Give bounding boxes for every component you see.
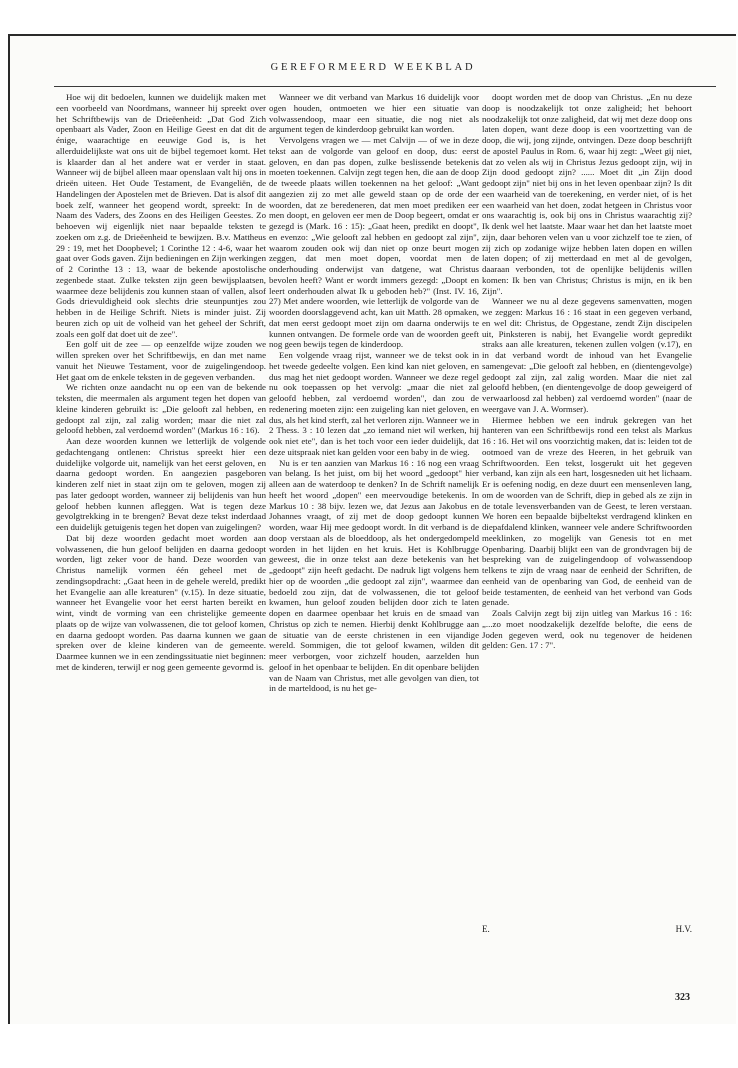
signature-left: E. <box>482 924 490 934</box>
paragraph: Hiermee hebben we een indruk gekregen van het hanteren van een Schriftbewijs rond een tekst als Markus 16 : 16. Het wil ons voorzichtig maken, dat is: leiden tot de ootmoed van de vreze des Heeren, in het gebruik van Schriftwoorden. Een tekst, losgerukt uit het gegeven verband, kan zijn als een hart, losgesneden uit het lichaam. Er is oefening nodig, en deze duurt een mensenleven lang, om de woorden van de Schrift, diep in gebed als ze zijn in de totale levensverbanden van de Geest, te leren verstaan. We horen een bepaalde bijbeltekst verdragend klinken en diepafdalend klinken, wanneer vele andere Schriftwoorden meeklinken, zo mogelijk van Genesis tot en met Openbaring. Daarbij blijkt een van de grondvragen bij de bespreking van de zuigelingendoop of volwassendoop telkens te zijn de vraag naar de eenheid der Schriften, de eenheid van de openbaring van God, de eenheid van de beide testamenten, de eenheid van het verbond van Gods genade. <box>482 414 692 608</box>
paragraph: We richten onze aandacht nu op een van de bekende teksten, die meermalen als argument tegen het dopen van kleine kinderen gebruikt is: „Die gelooft zal hebben, en gedoopt zal zijn, zal zalig worden; maar die niet zal geloofd hebben, zal verdoemd worden" (Markus 16 : 16). <box>56 382 266 436</box>
paragraph: Hoe wij dit bedoelen, kunnen we duidelijk maken met een voorbeeld van Noordmans, wanneer hij spreekt over het Schriftbewijs van de Drieëenheid: „Dat God Zich openbaart als Vader, Zoon en Heilige Geest en dat dit de énige, waarachtige en eeuwige God is, is het allerduidelijkste wat ons uit de bijbel tegemoet komt. Het is klaarder dan al het andere wat er verder in staat. Wanneer wij de bijbel alleen maar openslaan valt hij ons in drieën uiteen. Het Oude Testament, de Evangeliën, de Handelingen der Apostelen met de Brieven. Dat is alsof dit boek zelf, wanneer het geopend wordt, spreekt: In de Naam des Vaders, des Zoons en des Heiligen Geestes. Zo behoeven wij eigenlijk niet naar bepaalde teksten te zoeken om z.g. de Drieëenheid te bewijzen. B.v. Mattheus 29 : 19, met het Doopbevel; 1 Corinthe 12 : 4-6, waar het gaat over Gods gaven. Zijn bedieningen en Zijn werkingen of 2 Corinthe 13 : 13, waar de bekende apostolische zegenbede staat. Zulke teksten zijn geen bewijsplaatsen, waarmee deze belijdenis zou kunnen staan of vallen, alsof Gods drievuldigheid ook slechts drie steunpuntjes zou hebben in de Heilige Schrift. Niets is minder juist. Zij beuren zich op uit de volheid van het geheel der Schrift, zoals een golf dat doet uit de zee". <box>56 92 266 339</box>
running-head: GEREFORMEERD WEEKBLAD <box>270 62 476 73</box>
header-rule <box>54 86 716 87</box>
text-column-3 <box>482 92 692 952</box>
paragraph: Vervolgens vragen we — met Calvijn — of we in deze tekst aan de volgorde van geloof en doop, dus: eerst geloven, en dan pas dopen, zulke beslissende betekenis moeten toekennen. Calvijn zegt tegen hen, die aan de doop de tweede plaats willen toekennen na het geloof: „Want aangezien zij zo met alle geweld staan op de orde der woorden, dat ze beredeneren, dat men moet prediken eer men doopt, en geloven eer men de Doop begeert, omdat er gezegd is (Mark. 16 : 15): „Gaat heen, predikt en doopt", en evenzo: „Wie gelooft zal hebben en gedoopt zal zijn", waarom zouden ook wij dan niet op onze beurt mogen zeggen, dat men moet dopen, voordat men de onderhouding onderwijst van datgene, wat Christus bevolen heeft? Want er wordt immers gezegd: „Doopt en leert onderhouden alwat Ik u geboden heb?" (Inst. IV. 16, 27) Met andere woorden, wie letterlijk de volgorde van de woorden doorslaggevend acht, kan uit Matth. 28 opmaken, dat men eerst gedoopt moet zijn om daarna onderwijs te kunnen ontvangen. De formele orde van de woorden geeft nog geen bewijs tegen de kinderdoop. <box>269 135 479 350</box>
signature-right: H.V. <box>675 924 692 934</box>
text-column-2 <box>269 92 479 952</box>
page-number: 323 <box>675 992 690 1003</box>
paragraph: Nu is er ten aanzien van Markus 16 : 16 nog een vraag van belang. Is het juist, om bij het woord „gedoopt" hier alleen aan de waterdoop te denken? In de Schrift namelijk heeft het woord „dopen" een meervoudige betekenis. In Markus 10 : 38 bijv. lezen we, dat Jezus aan Jakobus en Johannes vraagt, of zij met de doop gedoopt kunnen worden, waar Hij mee gedoopt wordt. In dit verband is de doop verstaan als de bloeddoop, als het ondergedompeld worden in het lijden en het kruis. Het is Kohlbrugge geweest, die in onze tekst aan deze betekenis van het „gedoopt" zijn heeft gedacht. De nadruk ligt volgens hem hier op de woorden „die gedoopt zal zijn", waarmee dan bedoeld zou zijn, dat de volwassenen, die tot geloof kwamen, hun geloof zouden belijden door zich te laten dopen en daarmee openbaar het kruis en de smaad van Christus op zich te nemen. Hierbij denkt Kohlbrugge aan de situatie van de eerste christenen in een vijandige wereld. Sommigen, die tot geloof kwamen, wilden dit meer verborgen, voor zichzelf houden, aarzelden hun geloof in het openbaar te belijden. En dit openbare belijden van de Naam van Christus, met alle gevolgen van dien, tot in de marteldood, is nu het ge- <box>269 457 479 694</box>
paragraph: Dat bij deze woorden gedacht moet worden aan volwassenen, die hun geloof belijden en daarna gedoopt worden, ligt zeker voor de hand. Deze woorden van Christus namelijk vormen één geheel met de zendingsopdracht: „Gaat heen in de gehele wereld, predikt het Evangelie aan alle kreaturen" (v.15). In deze situatie, wanneer het Evangelie voor het eerst harten bereikt en wint, vindt de vorming van een christelijke gemeente plaats op de wijze van volwassenen, die tot geloof komen, en daarna gedoopt worden. Pas daarna kunnen we gaan spreken over de kleine kinderen van de gemeente. Daarmee kunnen we in een zendingssituatie niet beginnen: met de kinderen, terwijl er nog geen gemeente gevormd is. <box>56 532 266 672</box>
paragraph: Een golf uit de zee — op eenzelfde wijze zouden we willen spreken over het Schriftbewijs, en dan met name vanuit het Nieuwe Testament, voor de zuigelingendoop. Het gaat om de enkele teksten in de gegeven verbanden. <box>56 339 266 382</box>
paragraph: Wanneer we dit verband van Markus 16 duidelijk voor ogen houden, ontmoeten we hier een situatie van volwassendoop, maar een situatie, die nog niet als argument tegen de kinderdoop gebruikt kan worden. <box>269 92 479 135</box>
magazine-page <box>8 34 736 1024</box>
text-column-1 <box>56 92 266 952</box>
paragraph: Wanneer we nu al deze gegevens samenvatten, mogen we zeggen: Markus 16 : 16 staat in een gegeven verband, en wel dit: Christus, de Opgestane, zendt Zijn discipelen uit, Pinksteren is nabij, het Evangelie wordt gepredikt straks aan alle kreaturen, tekenen zullen volgen (v.17), en in dat verband wordt de inhoud van het Evangelie samengevat: „Die gelooft zal hebben, en (dientengevolge) gedoopt zal zijn, zal zalig worden. Maar die niet zal geloofd hebben, (en dientengevolge de doop geweigerd of verwaarloosd zal hebben) zal verdoemd worden" (naar de weergave van J. A. Wormser). <box>482 296 692 414</box>
paragraph: Een volgende vraag rijst, wanneer we de tekst ook in het tweede gedeelte volgen. Een kind kan niet geloven, en dus mag het niet gedoopt worden. Wanneer we deze regel nu ook toepassen op het vervolg: „maar die niet zal geloofd hebben, zal verdoemd worden", dan zou de redenering moeten zijn: een zuigeling kan niet geloven, en dus, als het kind sterft, zal het verloren zijn. Wanneer we in 2 Thess. 3 : 10 lezen dat „zo iemand niet wil werken, hij ook niet ete", dan is het toch voor een ieder duidelijk, dat deze uitspraak niet kan gelden voor een baby in de wieg. <box>269 350 479 457</box>
paragraph: Aan deze woorden kunnen we letterlijk de volgende gedachtengang ontlenen: Christus spreekt hier een duidelijke volgorde uit, namelijk van het eerst geloven, en daarna gedoopt worden. En aangezien pasgeboren kinderen zelf niet in staat zijn om te geloven, mogen zij pas later gedoopt worden, wanneer zij belijdenis van hun geloof hebben kunnen afleggen. Wat is tegen deze gevolgtrekking in te brengen? Bevat deze tekst inderdaad een duidelijk getuigenis tegen het dopen van zuigelingen? <box>56 436 266 532</box>
paragraph: doopt worden met de doop van Christus. „En nu deze doop is noodzakelijk tot onze zaligheid; het behoort noodzakelijk tot onze zaligheid, dat wij met deze doop ons laten dopen, want deze doop is een voortzetting van de doop, die wij, jong zijnde, ontvingen. Deze doop beschrijft de apostel Paulus in Rom. 6, waar hij zegt: „Weet gij niet, dat zo velen als wij in Christus Jezus gedoopt zijn, wij in Zijn dood gedoopt zijn? ...... Moet dit „in Zijn dood gedoopt zijn" niet bij ons in het leven openbaar zijn? Is dit een waarheid van de toerekening, en verder niet, of is het een waarheid van het doen, zodat hetgeen in Christus voor ons waarachtig is, ook bij ons in Christus waarachtig zij? Ik denk wel het laatste. Maar waar het dan het laatste moet zijn, daar behoren velen van u voor zichzelf toe te zien, of zij zich op zodanige wijze hebben laten dopen en willen laten dopen; of zij metterdaad en met al de gevolgen, daaraan verbonden, tot de openlijke belijdenis willen komen: Ik ben van Christus; Christus is mijn, en ik ben Zijn". <box>482 92 692 296</box>
paragraph: Zoals Calvijn zegt bij zijn uitleg van Markus 16 : 16: „...zo moet noodzakelijk dezelfde belofte, die eens de Joden gegeven werd, ook nu tegenover de heidenen gelden: Gen. 17 : 7". <box>482 608 692 651</box>
